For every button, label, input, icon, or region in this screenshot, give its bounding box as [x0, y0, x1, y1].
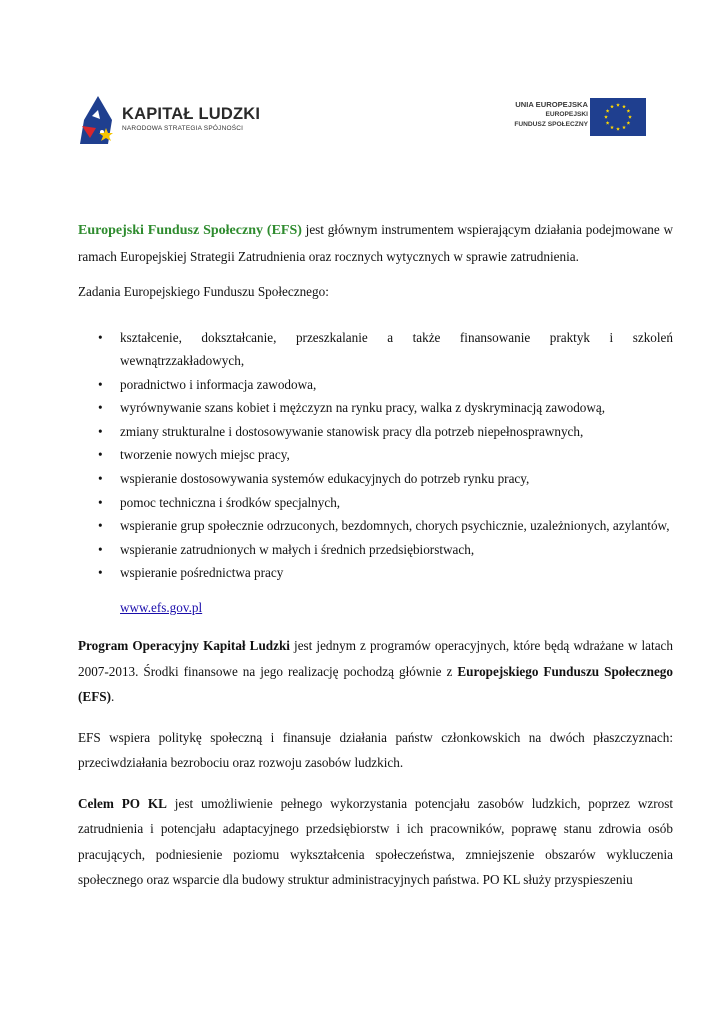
- bullet-icon: •: [98, 329, 103, 345]
- list-item: • wspieranie dostosowywania systemów edukacyjnych do potrzeb rynku pracy,: [78, 467, 673, 491]
- eu-logo-line3: FUNDUSZ SPOŁECZNY: [514, 121, 588, 128]
- kapital-ludzki-emblem-icon: [78, 92, 120, 150]
- bullet-icon: •: [98, 376, 103, 392]
- list-item: • pomoc techniczna i środków specjalnych,: [78, 491, 673, 515]
- intro-paragraph: [78, 217, 673, 269]
- bullet-icon: •: [98, 400, 103, 416]
- bullet-icon: •: [98, 494, 103, 510]
- list-item: • wspieranie zatrudnionych w małych i średnich przedsiębiorstwach,: [78, 538, 673, 562]
- bullet-icon: •: [98, 471, 103, 487]
- list-item: • tworzenie nowych miejsc pracy,: [78, 443, 673, 467]
- efs-name: Europejski Fundusz Społeczny (EFS): [78, 223, 302, 238]
- list-item: • wspieranie grup społecznie odrzuconych, bezdomnych, chorych psychicznie, uzależnionych, azylantów,: [78, 514, 673, 538]
- eu-logo-text: [514, 100, 588, 130]
- efs-website-link[interactable]: www.efs.gov.pl: [120, 600, 203, 616]
- bullet-icon: •: [98, 565, 103, 581]
- document-body: [78, 217, 673, 908]
- bullet-icon: •: [98, 541, 103, 557]
- efs-link-line: [78, 595, 673, 620]
- bullet-icon: •: [98, 423, 103, 439]
- program-paragraph: Program Operacyjny Kapitał Ludzki jest jednym z programów operacyjnych, które będą wdrażane w latach 2007-2013. Środki finansowe na jego realizację pochodzą głównie z Europejskiego Funduszu Społecznego (EFS).: [78, 638, 673, 705]
- list-item: • kształcenie, dokształcanie, przeszkalanie a także finansowanie praktyk i szkoleń: [78, 326, 673, 350]
- tasks-list: [78, 326, 673, 586]
- eu-efs-logo: [500, 96, 650, 138]
- bullet-icon: •: [98, 518, 103, 534]
- list-item: • zmiany strukturalne i dostosowywanie stanowisk pracy dla potrzeb niepełnosprawnych,: [78, 420, 673, 444]
- eu-flag-icon: [590, 98, 646, 136]
- goal-paragraph: Celem PO KL jest umożliwienie pełnego wykorzystania potencjału zasobów ludzkich, poprzez wzrost zatrudnienia i potencjału adaptacyjnego przedsiębiorstw i ich pracowników, poprawę stanu zdrowia osób pracujących, podniesienie poziomu wykształcenia społeczeństwa, zmniejszenie obszarów wykluczenia społecznego oraz wsparcie dla budowy struktur administracyjnych państwa. PO KL służy przyspieszeniu: [78, 795, 673, 888]
- list-item: • wyrównywanie szans kobiet i mężczyzn na rynku pracy, walka z dyskryminacją zawodową,: [78, 396, 673, 420]
- kapital-ludzki-logo: [78, 92, 261, 150]
- list-item: • poradnictwo i informacja zawodowa,: [78, 373, 673, 397]
- bullet-icon: •: [98, 447, 103, 463]
- eu-logo-line2: EUROPEJSKI: [545, 111, 588, 118]
- kapital-ludzki-subtitle: NARODOWA STRATEGIA SPÓJNOŚCI: [122, 125, 244, 132]
- intro-text: jest głównym instrumentem wspierającym działania podejmowane w ramach Europejskiej Strategii Zatrudnienia oraz rocznych wytycznych w sprawie zatrudnienia.: [78, 222, 673, 264]
- kapital-ludzki-title: KAPITAŁ LUDZKI: [122, 105, 261, 123]
- tasks-heading: Zadania Europejskiego Funduszu Społecznego:: [78, 284, 329, 299]
- eu-logo-line1: UNIA EUROPEJSKA: [515, 100, 588, 109]
- efs-paragraph: EFS wspiera politykę społeczną i finansuje działania państw członkowskich na dwóch płaszczyznach: przeciwdziałania bezrobociu oraz rozwoju zasobów ludzkich.: [78, 729, 673, 771]
- list-item: • wspieranie pośrednictwa pracy: [78, 561, 673, 585]
- list-item-continuation: wewnątrzzakładowych,: [120, 353, 245, 369]
